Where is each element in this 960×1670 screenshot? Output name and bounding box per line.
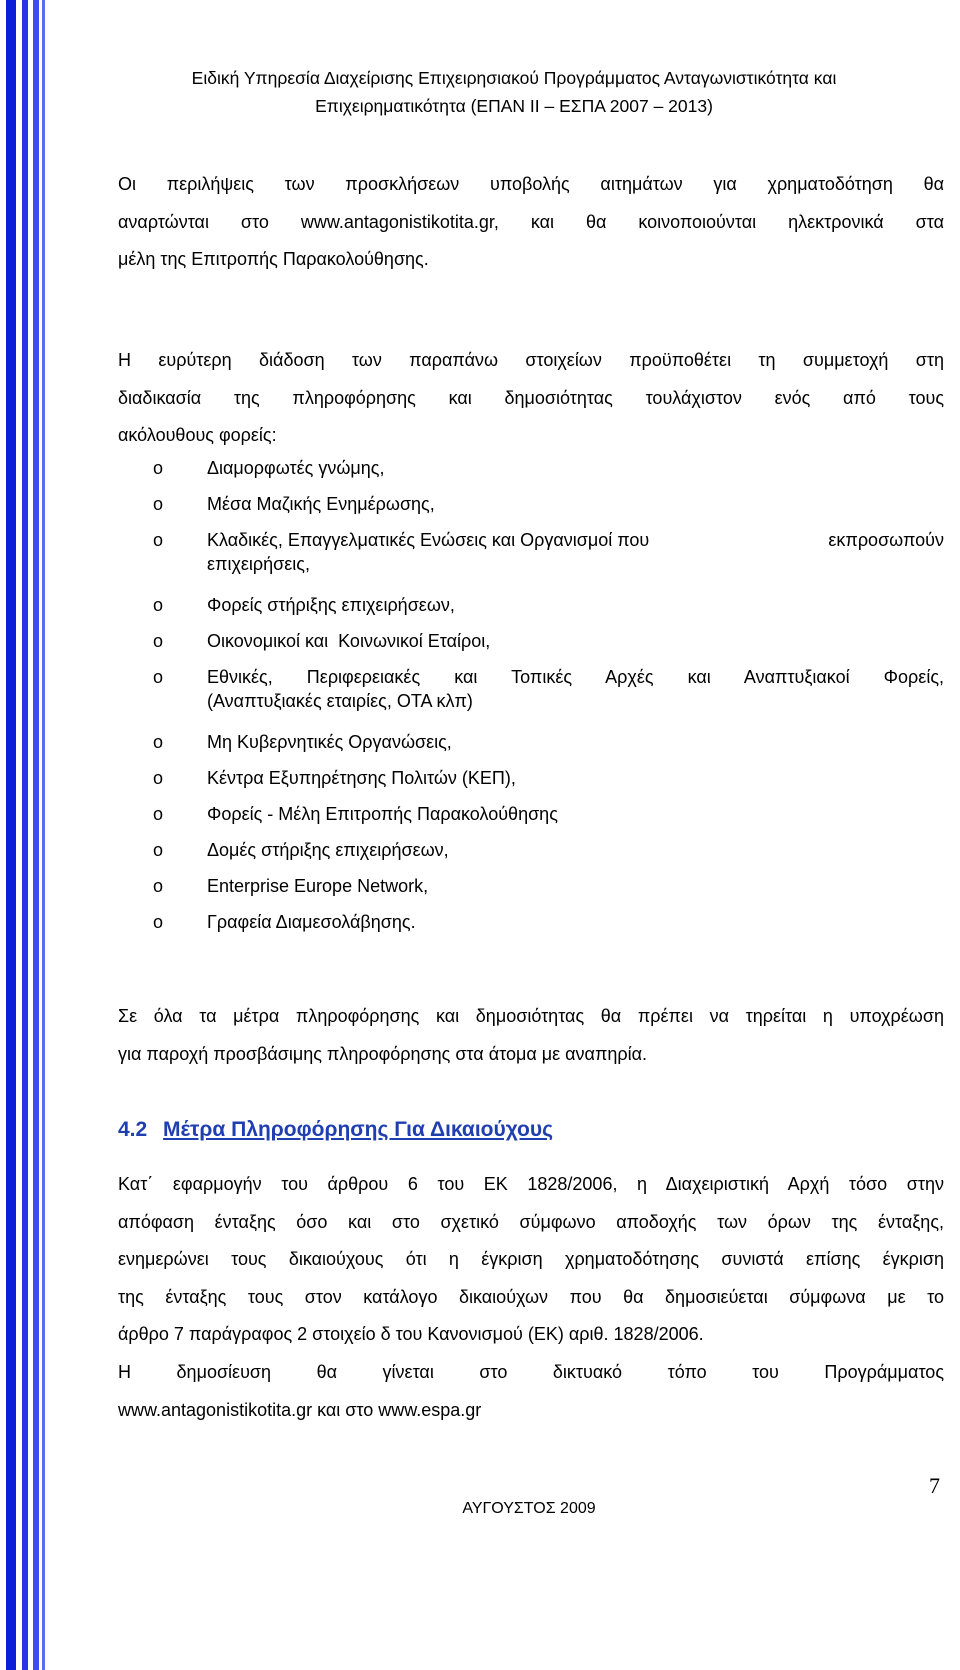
section-number: 4.2 xyxy=(118,1118,148,1141)
bullet-icon: o xyxy=(153,912,164,932)
text-line: απόφαση ένταξης όσο και στο σχετικό σύμφωνο αποδοχής των όρων της ένταξης, xyxy=(118,1211,944,1232)
list-item-text: Φορείς - Μέλη Επιτροπής Παρακολούθησης xyxy=(207,804,558,824)
text-line: για παροχή προσβάσιμης πληροφόρησης στα άτομα με αναπηρία. xyxy=(118,1043,648,1064)
header-line-1: Ειδική Υπηρεσία Διαχείρισης Επιχειρησιακού Προγράμματος Ανταγωνιστικότητα και xyxy=(191,68,837,88)
stripe xyxy=(6,0,16,1670)
list-item-text: Φορείς στήριξης επιχειρήσεων, xyxy=(207,595,455,615)
bullet-icon: o xyxy=(153,732,164,752)
list-item-text xyxy=(207,665,944,713)
bullet-icon: o xyxy=(153,840,164,860)
list-item-text: Διαμορφωτές γνώμης, xyxy=(207,458,385,478)
text-line: διαδικασία της πληροφόρησης και δημοσιότητας τουλάχιστον ενός από τους xyxy=(118,387,944,408)
page-number: 7 xyxy=(929,1473,940,1498)
text-line: www.antagonistikotita.gr και στο www.espa.gr xyxy=(118,1399,482,1420)
text-line: Η δημοσίευση θα γίνεται στο δικτυακό τόπο του Προγράμματος xyxy=(118,1362,944,1382)
text-line: της ένταξης τους στον κατάλογο δικαιούχων που θα δημοσιεύεται σύμφωνα με το xyxy=(118,1286,944,1307)
list-item-text-line: Εθνικές, Περιφερειακές και Τοπικές Αρχές και Αναπτυξιακοί Φορείς, xyxy=(207,667,944,687)
bullet-icon: o xyxy=(153,494,164,514)
paragraph-1 xyxy=(118,166,944,279)
section-title: Μέτρα Πληροφόρησης Για Δικαιούχους xyxy=(163,1118,554,1141)
paragraph-2 xyxy=(118,342,944,455)
list-item-text: Δομές στήριξης επιχειρήσεων, xyxy=(207,840,449,860)
bullet-icon: o xyxy=(153,804,164,824)
bullet-icon: o xyxy=(153,768,164,788)
list-item-text-right: εκπροσωπούν xyxy=(828,530,944,550)
decorative-stripes xyxy=(0,0,46,1670)
list-item-text: Οικονομικοί και Κοινωνικοί Εταίροι, xyxy=(207,631,491,651)
list-item-text: Μη Κυβερνητικές Οργανώσεις, xyxy=(207,732,452,752)
list-item-text: Γραφεία Διαμεσολάβησης. xyxy=(207,912,416,932)
bullet-icon: o xyxy=(153,458,164,478)
bullet-icon: o xyxy=(153,631,164,651)
text-line: Σε όλα τα μέτρα πληροφόρησης και δημοσιότητας θα πρέπει να τηρείται η υποχρέωση xyxy=(118,1006,944,1026)
paragraph-4 xyxy=(118,1166,944,1354)
text-line: ενημερώνει τους δικαιούχους ότι η έγκριση χρηματοδότησης συνιστά επίσης έγκριση xyxy=(118,1249,944,1269)
text-line: Οι περιλήψεις των προσκλήσεων υποβολής αιτημάτων για χρηματοδότηση θα xyxy=(118,174,944,194)
stripe xyxy=(42,0,45,1670)
text-line: μέλη της Επιτροπής Παρακολούθησης. xyxy=(118,249,429,269)
list-item-text xyxy=(207,528,944,576)
paragraph-5 xyxy=(118,1354,944,1429)
stripe xyxy=(22,0,28,1670)
list-item-text: Enterprise Europe Network, xyxy=(207,876,429,896)
text-line: Κατ΄ εφαρμογήν του άρθρου 6 του ΕΚ 1828/2006, η Διαχειριστική Αρχή τόσο στην xyxy=(118,1174,944,1194)
list-item-text: Κέντρα Εξυπηρέτησης Πολιτών (ΚΕΠ), xyxy=(207,768,516,788)
page-header xyxy=(110,64,918,120)
list-item-text: Μέσα Μαζικής Ενημέρωσης, xyxy=(207,494,435,514)
bullet-icon: o xyxy=(153,667,164,687)
paragraph-3 xyxy=(118,998,944,1073)
text-line: Η ευρύτερη διάδοση των παραπάνω στοιχείων προϋποθέτει τη συμμετοχή στη xyxy=(118,350,944,370)
stripe xyxy=(33,0,39,1670)
list-item-text-continued: επιχειρήσεις, xyxy=(207,554,310,574)
list-item-text-left: Κλαδικές, Επαγγελματικές Ενώσεις και Οργανισμοί που xyxy=(207,530,650,550)
bullet-icon: o xyxy=(153,876,164,896)
page-footer: ΑΥΓΟΥΣΤΟΣ 2009 xyxy=(462,1500,596,1517)
text-line: αναρτώνται στο www.antagonistikotita.gr, και θα κοινοποιούνται ηλεκτρονικά στα xyxy=(118,211,944,232)
text-line: άρθρο 7 παράγραφος 2 στοιχείο δ του Κανονισμού (ΕΚ) αριθ. 1828/2006. xyxy=(118,1324,704,1344)
section-heading xyxy=(118,1118,553,1142)
text-line: ακόλουθους φορείς: xyxy=(118,425,277,445)
bullet-icon: o xyxy=(153,595,164,615)
list-item-text-continued: (Αναπτυξιακές εταιρίες, ΟΤΑ κλπ) xyxy=(207,691,473,711)
header-line-2: Επιχειρηματικότητα (ΕΠΑΝ ΙΙ – ΕΣΠΑ 2007 – 2013) xyxy=(315,96,713,116)
bullet-icon: o xyxy=(153,530,164,550)
